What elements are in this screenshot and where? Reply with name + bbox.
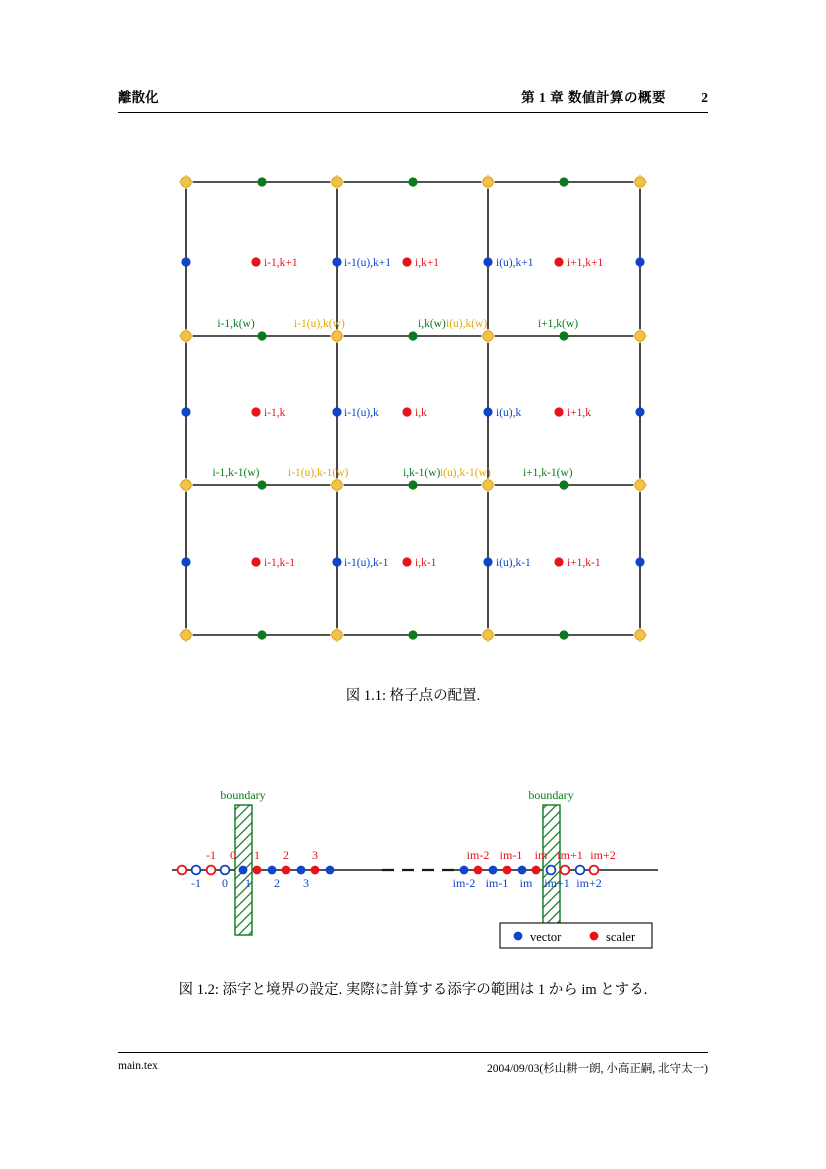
corner-labels bbox=[288, 318, 491, 479]
label-red: i-1,k bbox=[264, 407, 286, 419]
label-vector-left: -1 bbox=[191, 876, 201, 890]
label-green: i-1,k-1(w) bbox=[212, 467, 260, 479]
label-gold: i(u),k(w) bbox=[446, 318, 488, 330]
label-blue: i(u),k bbox=[496, 407, 522, 419]
right-scalar-labels bbox=[467, 848, 616, 862]
label-red: i+1,k bbox=[567, 407, 592, 419]
label-red: i,k bbox=[415, 407, 427, 419]
label-vector-right: im+2 bbox=[576, 876, 602, 890]
label-blue: i-1(u),k bbox=[344, 407, 379, 419]
boundary-label-right: boundary bbox=[528, 788, 574, 802]
figure-grid-arrangement bbox=[178, 172, 648, 644]
label-red: i,k+1 bbox=[415, 257, 440, 269]
footer-credits: 2004/09/03(杉山耕一朗, 小高正嗣, 北守太一) bbox=[486, 1063, 708, 1075]
figure-index-boundary bbox=[160, 775, 670, 950]
label-green: i,k(w) bbox=[418, 318, 446, 330]
left-vector-labels bbox=[191, 876, 309, 890]
header-right-group bbox=[521, 86, 708, 106]
label-vector-right: im bbox=[519, 876, 533, 890]
left-scalar-labels bbox=[206, 848, 318, 862]
legend bbox=[500, 923, 652, 948]
header-section-title: 離散化 bbox=[118, 90, 159, 105]
label-green: i+1,k-1(w) bbox=[523, 467, 573, 479]
label-blue: i(u),k+1 bbox=[496, 257, 534, 269]
vector-u-labels bbox=[344, 257, 534, 569]
scalar-labels bbox=[264, 257, 604, 569]
label-vector-left: 3 bbox=[303, 876, 309, 890]
label-vector-left: 2 bbox=[274, 876, 280, 890]
footer-filename: main.tex bbox=[118, 1060, 158, 1072]
label-scalar-left: 0 bbox=[230, 848, 236, 862]
label-vector-right: im-1 bbox=[485, 876, 509, 890]
legend-label-scaler: scaler bbox=[606, 930, 636, 944]
figure1-caption: 図 1.1: 格子点の配置. bbox=[345, 688, 481, 704]
label-blue: i-1(u),k-1 bbox=[344, 557, 389, 569]
page-number: 2 bbox=[701, 90, 708, 105]
label-scalar-left: 1 bbox=[254, 848, 260, 862]
label-green: i-1,k(w) bbox=[217, 318, 255, 330]
legend-marker-scaler bbox=[590, 932, 599, 941]
header-chapter-title: 第 1 章 数値計算の概要 bbox=[521, 90, 666, 105]
label-scalar-left: -1 bbox=[206, 848, 216, 862]
page-footer bbox=[118, 1052, 708, 1076]
label-scalar-right: im+2 bbox=[590, 848, 616, 862]
w-points-green bbox=[257, 177, 568, 639]
label-scalar-left: 3 bbox=[312, 848, 318, 862]
label-vector-left: 0 bbox=[222, 876, 228, 890]
label-red: i+1,k-1 bbox=[567, 557, 601, 569]
boundary-label-left: boundary bbox=[220, 788, 266, 802]
label-vector-right: im+1 bbox=[544, 876, 570, 890]
label-scalar-right: im-2 bbox=[466, 848, 490, 862]
grid-diagram-svg bbox=[178, 172, 648, 644]
label-gold: i-1(u),k(w) bbox=[294, 318, 345, 330]
legend-label-vector: vector bbox=[530, 930, 562, 944]
figure2-caption: 図 1.2: 添字と境界の設定. 実際に計算する添字の範囲は 1 から im とする. bbox=[178, 982, 648, 998]
label-vector-left: 1 bbox=[245, 876, 251, 890]
label-red: i,k-1 bbox=[415, 557, 437, 569]
legend-marker-vector bbox=[514, 932, 523, 941]
label-scalar-right: im bbox=[534, 848, 548, 862]
label-scalar-right: im-1 bbox=[499, 848, 523, 862]
label-green: i+1,k(w) bbox=[538, 318, 579, 330]
left-points bbox=[178, 866, 335, 875]
label-blue: i-1(u),k+1 bbox=[344, 257, 392, 269]
label-gold: i-1(u),k-1(w) bbox=[288, 467, 349, 479]
vector-w-labels bbox=[213, 318, 579, 479]
label-red: i+1,k+1 bbox=[567, 257, 604, 269]
label-red: i-1,k-1 bbox=[264, 557, 295, 569]
index-diagram-svg bbox=[160, 775, 670, 950]
label-scalar-left: 2 bbox=[283, 848, 289, 862]
label-gold: i(u),k-1(w) bbox=[440, 467, 491, 479]
label-blue: i(u),k-1 bbox=[496, 557, 531, 569]
right-vector-labels bbox=[453, 876, 602, 890]
label-red: i-1,k+1 bbox=[264, 257, 298, 269]
label-vector-right: im-2 bbox=[452, 876, 476, 890]
label-scalar-right: im+1 bbox=[557, 848, 583, 862]
label-green: i,k-1(w) bbox=[403, 467, 441, 479]
running-header bbox=[118, 86, 708, 113]
